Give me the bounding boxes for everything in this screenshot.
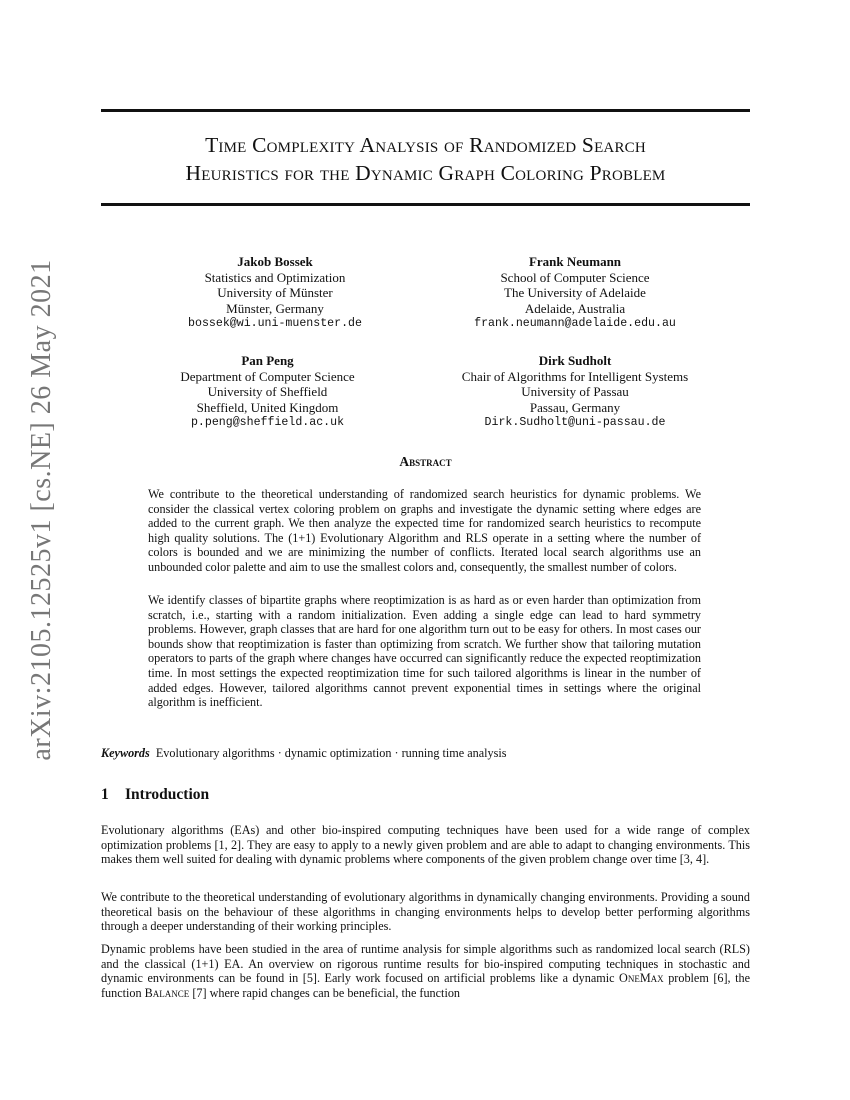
intro-paragraph-3-text: problem [6], the function (101, 971, 750, 1000)
author-affiliation: University of Sheffield (207, 384, 328, 400)
author-affiliation: Münster, Germany (226, 300, 324, 316)
paper-title (101, 131, 750, 187)
author-email: bossek@wi.uni-muenster.de (188, 317, 362, 331)
author-email: Dirk.Sudholt@uni-passau.de (484, 416, 666, 430)
section-number: 1 (101, 786, 109, 803)
author-name: Pan Peng (241, 353, 294, 368)
author-affiliation: Chair of Algorithms for Intelligent Systems (461, 368, 689, 384)
section-title: Introduction (125, 786, 210, 803)
balance-term: Balance (144, 985, 190, 1000)
abstract-paragraph-1: We contribute to the theoretical understanding of randomized search heuristics for dynamic problems. We consider the classical vertex coloring problem on graphs and investigate the dynamic setting where edges are added to the current graph. We then analyze the expected time for randomized search heuristics to recompute high quality solutions. The (1+1) Evolutionary Algorithm and RLS operate in a setting where the number of colors is bounded and we are minimizing the number of conflicts. Iterated local search algorithms use an unbounded color palette and aim to use the smallest colors and, consequently, the smallest number of colors. (148, 487, 701, 574)
author-block-peng (160, 353, 375, 431)
author-block-neumann (440, 254, 710, 332)
author-email: p.peng@sheffield.ac.uk (190, 416, 345, 430)
author-email: frank.neumann@adelaide.edu.au (474, 317, 676, 331)
arxiv-identifier (22, 260, 62, 760)
section-heading-introduction (101, 786, 209, 804)
intro-paragraph-2: We contribute to the theoretical understanding of evolutionary algorithms in dynamically changing environments. Providing a sound theoretical basis on the behaviour of these algorithms in changing environments helps to develop better performing algorithms through a deeper understanding of their working principles. (101, 890, 750, 934)
abstract-paragraph-2: We identify classes of bipartite graphs where reoptimization is as hard as or even harder than optimization from scratch, i.e., starting with a random initialization. Even adding a single edge can lead to hard symmetry problems. However, graph classes that are hard for one algorithm turn out to be easy for others. In most cases our bounds show that reoptimization is faster than optimizing from scratch. We further show that tailoring mutation operators to parts of the graph where changes have occurred can significantly reduce the expected reoptimization time. In most settings the expected reoptimization time for such tailored algorithms is linear in the number of added edges. However, tailored algorithms cannot prevent exponential times in settings where the original algorithm is inefficient. (148, 593, 701, 710)
paper-title-line-2: Heuristics for the Dynamic Graph Coloring Problem (185, 161, 666, 185)
keywords-text: Evolutionary algorithms · dynamic optimization · running time analysis (155, 746, 507, 760)
title-top-rule (101, 109, 750, 112)
author-name: Dirk Sudholt (538, 353, 612, 368)
author-affiliation: Sheffield, United Kingdom (196, 399, 339, 415)
title-bottom-rule (101, 203, 750, 206)
author-affiliation: University of Münster (217, 285, 333, 301)
author-block-sudholt (430, 353, 720, 431)
author-affiliation: Department of Computer Science (180, 368, 355, 384)
author-affiliation: Adelaide, Australia (524, 300, 626, 316)
arxiv-identifier-text: arXiv:2105.12525v1 [cs.NE] 26 May 2021 (26, 259, 57, 761)
author-affiliation: Passau, Germany (529, 399, 621, 415)
intro-paragraph-3-text: Dynamic problems have been studied in the area of runtime analysis for simple algorithms such as randomized local search (RLS) and the classical (1+1) EA. An overview on rigorous runtime results for bio-inspired computing techniques in stochastic and dynamic environments can be found in [5]. Early work focused on artificial problems like a dynamic (101, 942, 750, 986)
author-block-bossek (170, 254, 380, 332)
intro-paragraph-3-text: [7] where rapid changes can be beneficial, the function (189, 985, 461, 1000)
onemax-term: OneMax (619, 971, 664, 986)
author-affiliation: Statistics and Optimization (204, 269, 346, 285)
paper-title-line-1: Time Complexity Analysis of Randomized Search (205, 133, 646, 157)
author-affiliation: University of Passau (521, 384, 629, 400)
author-affiliation: School of Computer Science (500, 269, 650, 285)
intro-paragraph-3 (101, 942, 750, 1000)
author-name: Jakob Bossek (237, 254, 313, 269)
abstract-heading: Abstract (399, 454, 452, 469)
keywords-label: Keywords (101, 746, 150, 760)
author-name: Frank Neumann (528, 254, 622, 269)
intro-paragraph-1: Evolutionary algorithms (EAs) and other bio-inspired computing techniques have been used for a wide range of complex optimization problems [1, 2]. They are easy to apply to a newly given problem and are able to adapt to changing environments. This makes them well suited for dealing with dynamic problems where components of the given problem change over time [3, 4]. (101, 823, 750, 867)
author-affiliation: The University of Adelaide (504, 285, 646, 301)
keywords-line (101, 746, 750, 761)
